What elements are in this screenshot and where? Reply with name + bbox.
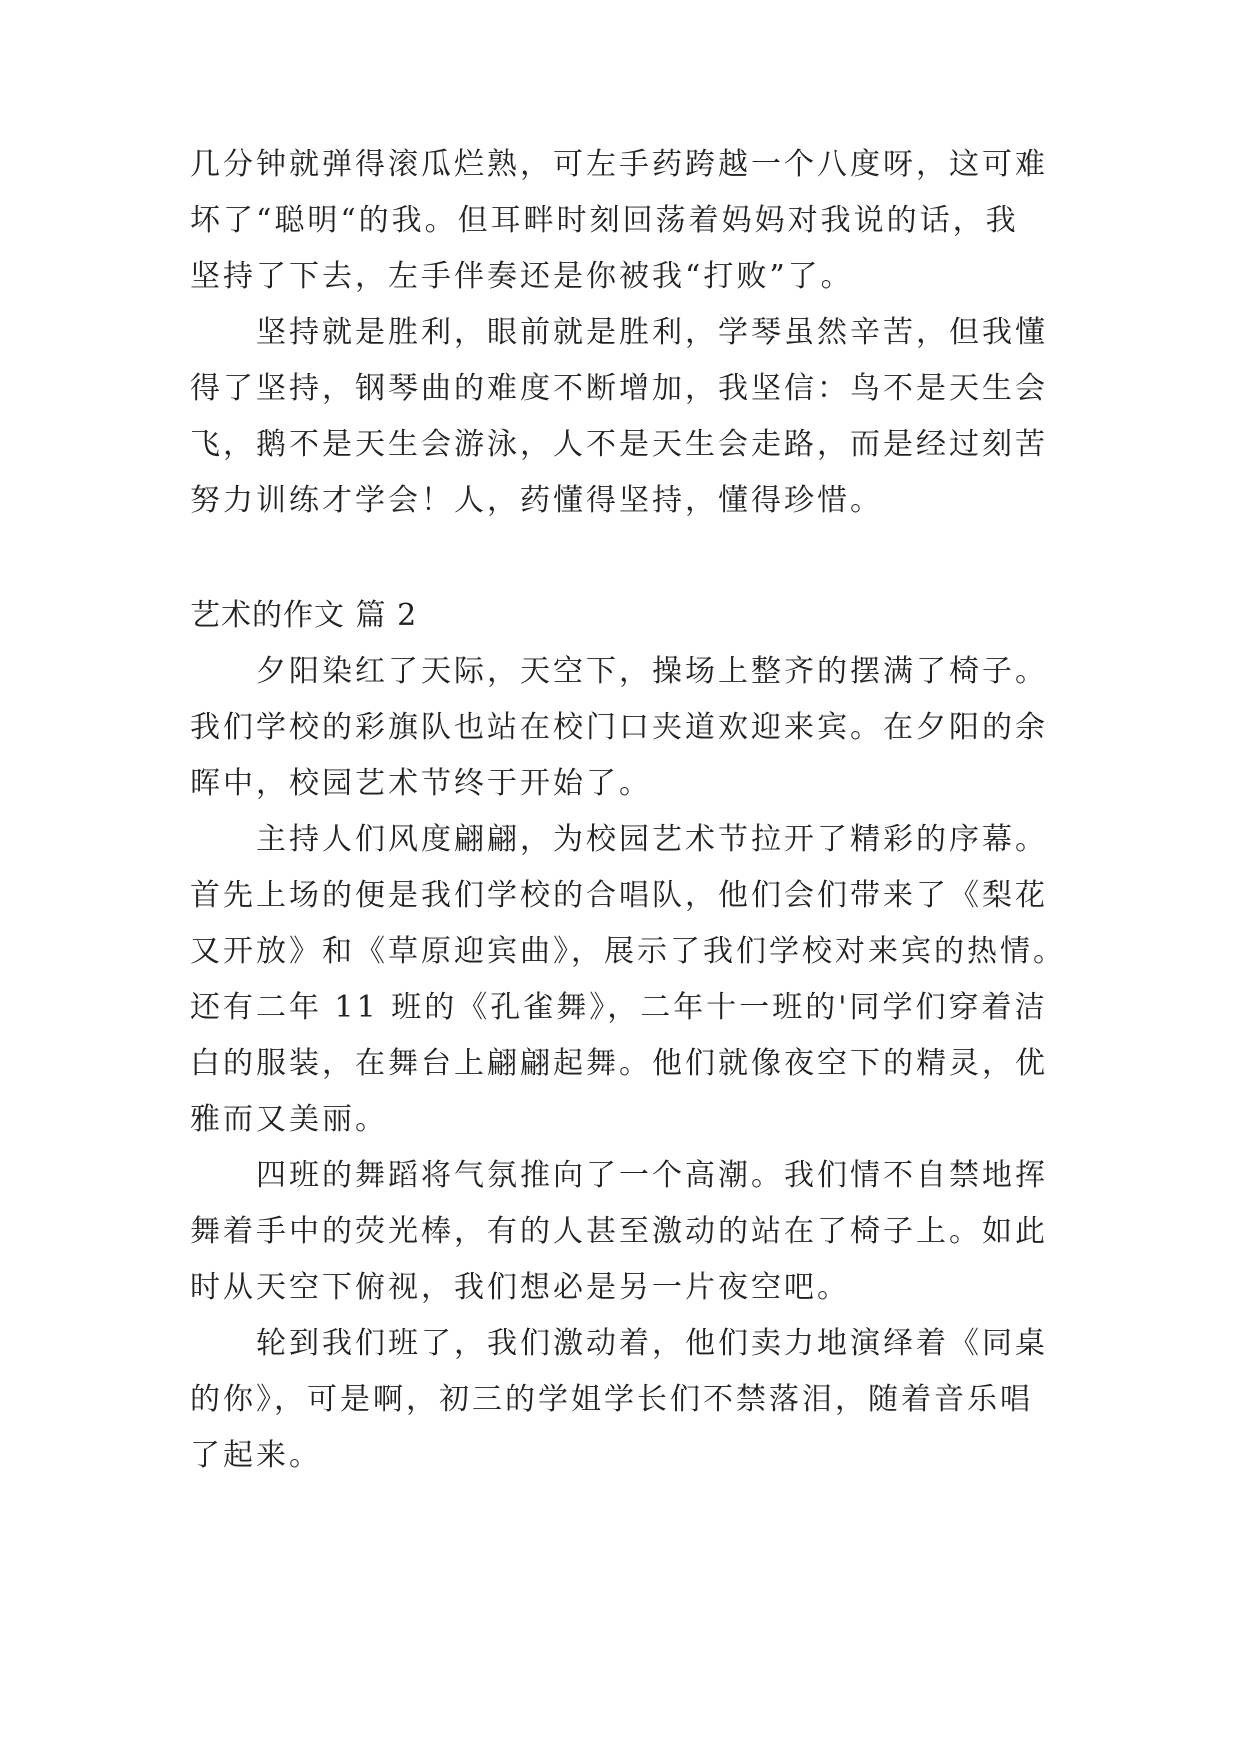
paragraph-line: 还有二年 11 班的《孔雀舞》，二年十一班的'同学们穿着洁: [190, 990, 1048, 1025]
paragraph-line: 时从天空下俯视，我们想必是另一片夜空吧。: [190, 1270, 850, 1305]
paragraph-line: 首先上场的便是我们学校的合唱队，他们会们带来了《梨花: [190, 878, 1048, 913]
section-title: 艺术的作文 篇 2: [190, 598, 418, 633]
paragraph-line: 又开放》和《草原迎宾曲》，展示了我们学校对来宾的热情。: [190, 934, 1066, 969]
paragraph-line: 了起来。: [190, 1438, 322, 1473]
paragraph-line: 得了坚持，钢琴曲的难度不断增加，我坚信：鸟不是天生会: [190, 371, 1048, 406]
paragraph-line: 坏了“聪明“的我。但耳畔时刻回荡着妈妈对我说的话，我: [190, 203, 1019, 238]
paragraph-line: 雅而又美丽。: [190, 1102, 388, 1137]
paragraph-line: 晖中，校园艺术节终于开始了。: [190, 766, 652, 801]
paragraph-line: 努力训练才学会！人，药懂得坚持，懂得珍惜。: [190, 483, 883, 518]
paragraph-line: 轮到我们班了，我们激动着，他们卖力地演绎着《同桌: [190, 1326, 1048, 1361]
paragraph-line: 坚持了下去，左手伴奏还是你被我“打败”了。: [190, 259, 854, 294]
paragraph-line: 几分钟就弹得滚瓜烂熟，可左手药跨越一个八度呀，这可难: [190, 147, 1048, 182]
paragraph-line: 的你》，可是啊，初三的学姐学长们不禁落泪，随着音乐唱: [190, 1382, 1033, 1417]
paragraph-line: 坚持就是胜利，眼前就是胜利，学琴虽然辛苦，但我懂: [190, 315, 1048, 350]
paragraph-line: 舞着手中的荧光棒，有的人甚至激动的站在了椅子上。如此: [190, 1214, 1048, 1249]
paragraph-line: 飞，鹅不是天生会游泳，人不是天生会走路，而是经过刻苦: [190, 427, 1048, 462]
paragraph-line: 白的服装，在舞台上翩翩起舞。他们就像夜空下的精灵，优: [190, 1046, 1048, 1081]
paragraph-line: 夕阳染红了天际，天空下，操场上整齐的摆满了椅子。: [190, 654, 1048, 689]
paragraph-line: 我们学校的彩旗队也站在校门口夹道欢迎来宾。在夕阳的余: [190, 710, 1048, 745]
paragraph-line: 四班的舞蹈将气氛推向了一个高潮。我们情不自禁地挥: [190, 1158, 1048, 1193]
paragraph-line: 主持人们风度翩翩，为校园艺术节拉开了精彩的序幕。: [190, 822, 1048, 857]
